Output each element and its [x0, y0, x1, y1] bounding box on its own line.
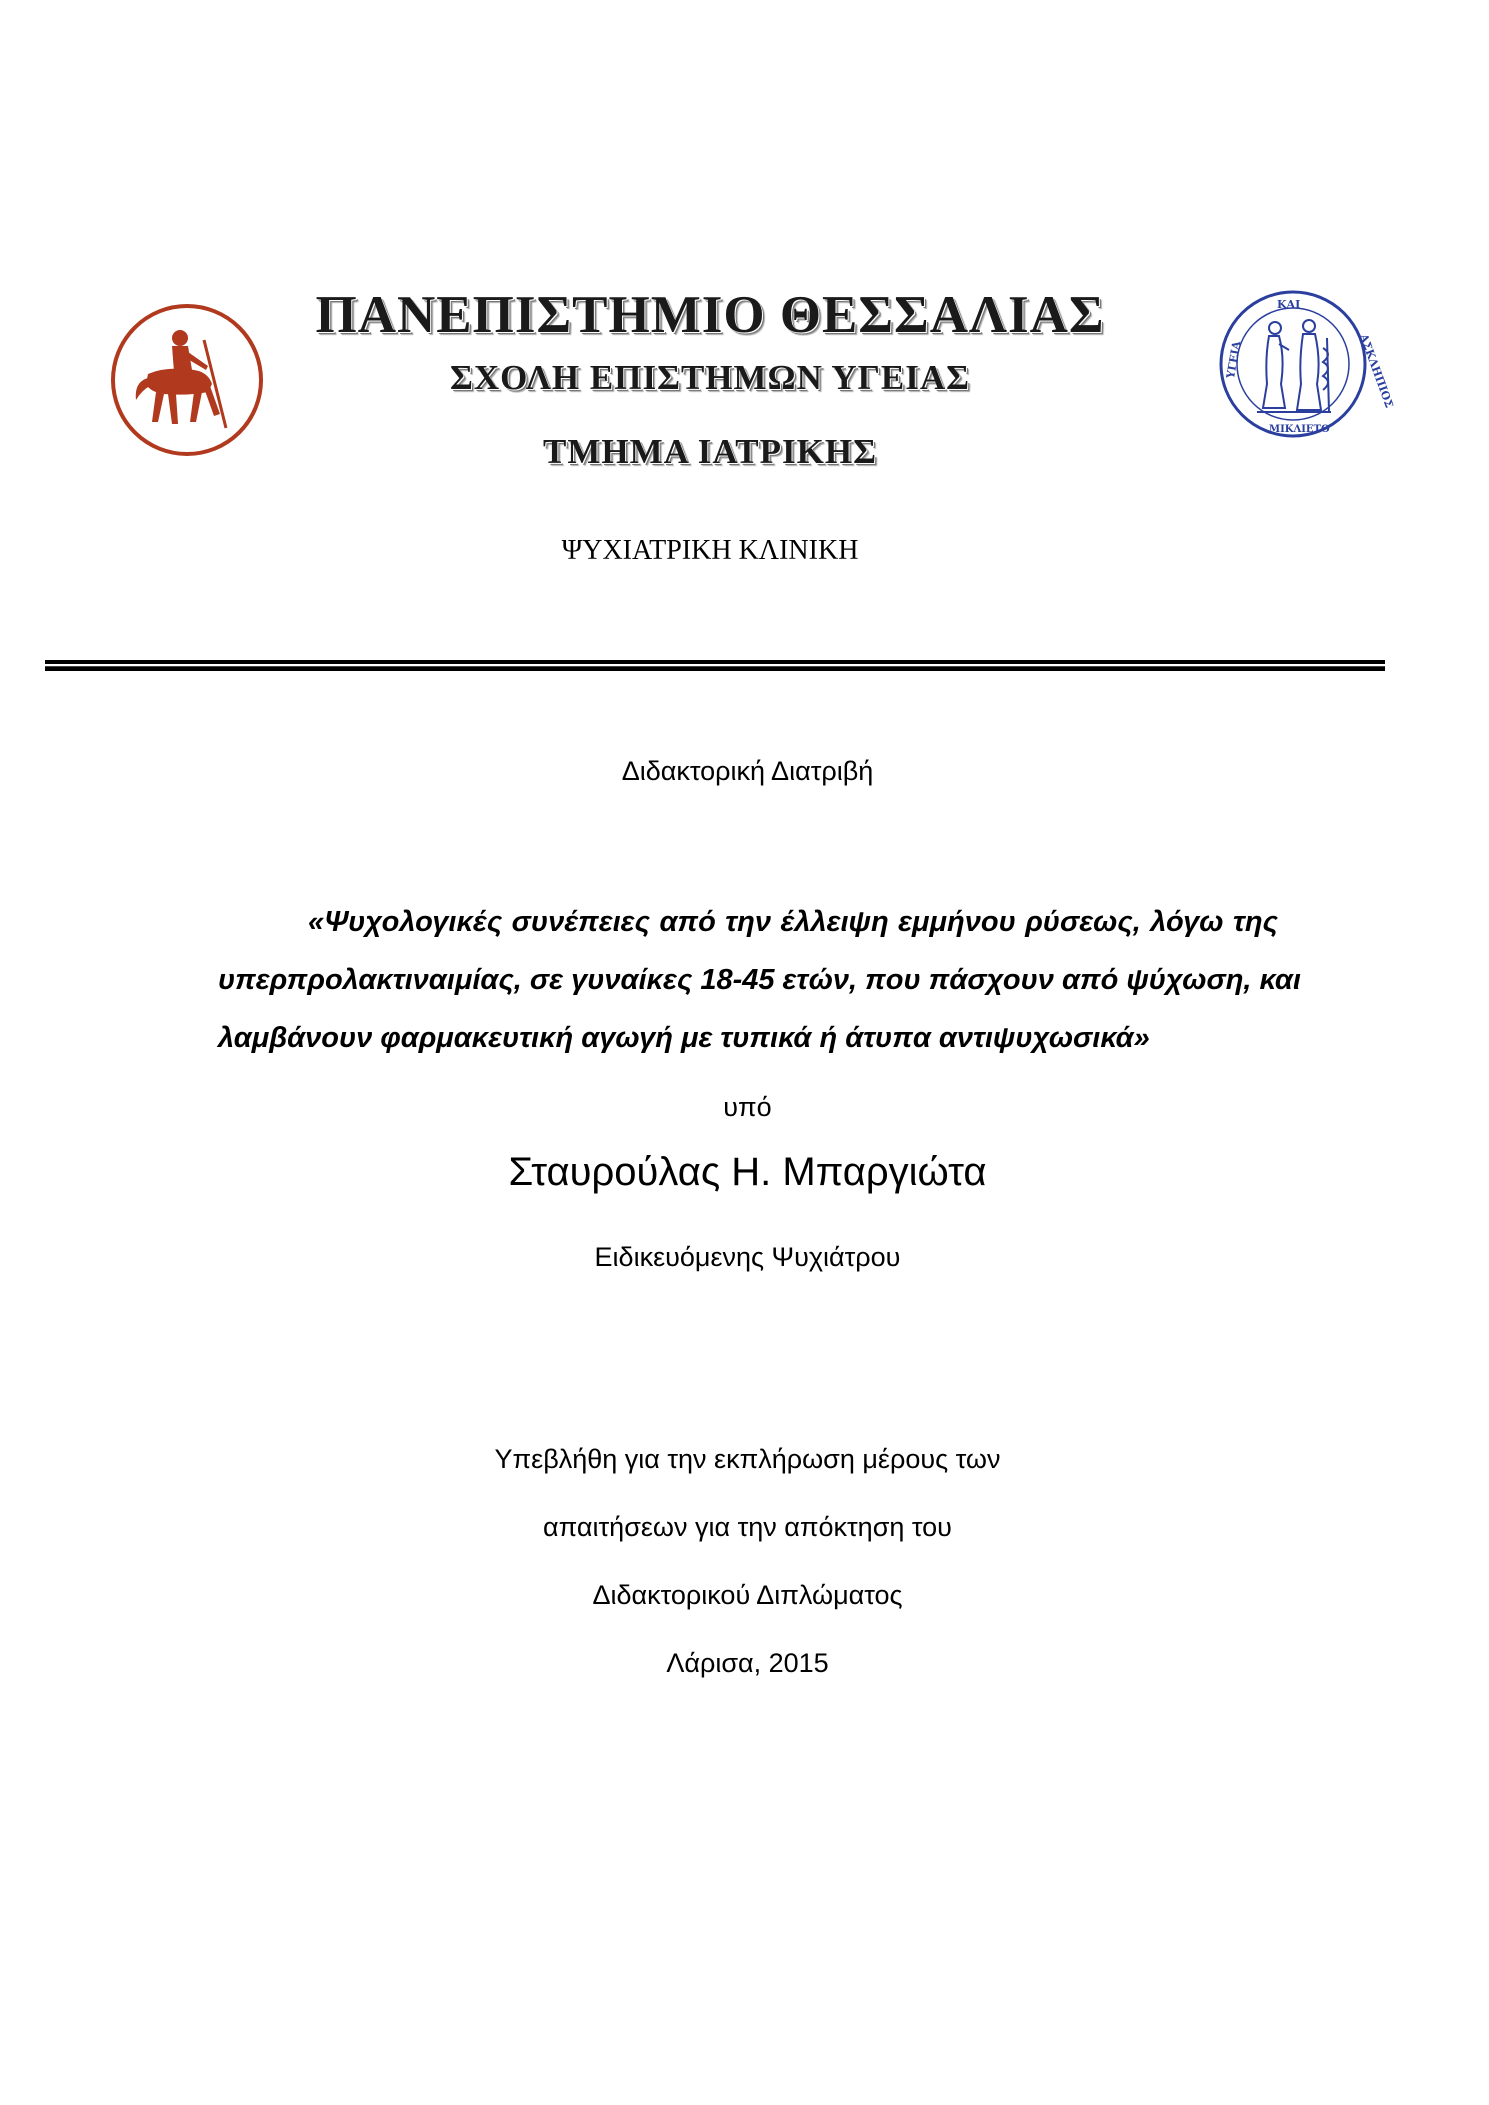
svg-text:ΑΣΚΛΗΠΙΟΣ: ΑΣΚΛΗΠΙΟΣ: [1356, 332, 1396, 410]
department-title: ΤΜΗΜΑ ΙΑΤΡΙΚΗΣ: [543, 432, 877, 471]
by-label: υπό: [723, 1092, 772, 1122]
author-role: Ειδικευόμενης Ψυχιάτρου: [594, 1242, 901, 1272]
university-title: ΠΑΝΕΠΙΣΤΗΜΙΟ ΘΕΣΣΑΛΙΑΣ: [315, 286, 1105, 344]
centaur-seal-icon: [108, 300, 266, 460]
svg-text:ΥΓΕΙΑ: ΥΓΕΙΑ: [1224, 340, 1244, 380]
svg-text:ΜΙΚΛΙΕΤΟ: ΜΙΚΛΙΕΤΟ: [1269, 424, 1330, 435]
submission-line: Διδακτορικού Διπλώματος: [592, 1580, 903, 1610]
svg-text:ΚΑΙ: ΚΑΙ: [1277, 298, 1301, 311]
school-title: ΣΧΟΛΗ ΕΠΙΣΤΗΜΩΝ ΥΓΕΙΑΣ: [450, 358, 970, 397]
author-name: Σταυρούλας Η. Μπαργιώτα: [508, 1150, 987, 1194]
thesis-title-line: «Ψυχολογικές συνέπειες από την έλλειψη εμμήνου ρύσεως, λόγω της: [308, 906, 1278, 938]
place-date: Λάρισα, 2015: [666, 1648, 829, 1678]
clinic-title: ΨΥΧΙΑΤΡΙΚΗ ΚΛΙΝΙΚΗ: [561, 535, 859, 566]
document-type: Διδακτορική Διατριβή: [621, 756, 874, 786]
header-separator-inner: [45, 666, 1385, 667]
thesis-title-line: υπερπρολακτιναιμίας, σε γυναίκες 18-45 ετών, που πάσχουν από ψύχωση, και: [218, 964, 1301, 996]
thesis-title: [218, 893, 1301, 1067]
submission-line: απαιτήσεων για την απόκτηση του: [543, 1512, 952, 1542]
submission-line: Υπεβλήθη για την εκπλήρωση μέρους των: [494, 1444, 1001, 1474]
thesis-title-line: λαμβάνουν φαρμακευτική αγωγή με τυπικά ή άτυπα αντιψυχωσικά»: [218, 1022, 1150, 1054]
hygeia-asclepius-seal-icon: [1217, 288, 1396, 440]
